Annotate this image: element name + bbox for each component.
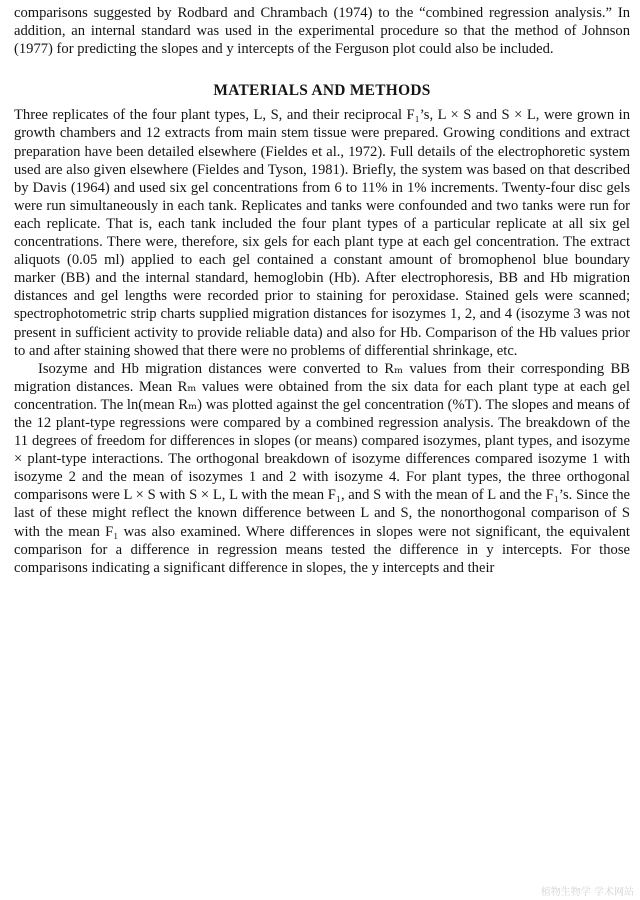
section-heading: MATERIALS AND METHODS — [213, 82, 431, 100]
methods-paragraph-2: Isozyme and Hb migration distances were converted to Rₘ values from their corresponding BB migration distances. Mean Rₘ values were obtained from the six data for each plant type at each gel concentration. The ln(mean Rₘ) was plotted against the gel concentration (%T). The slopes and means of the 12 plant-type regressions were compared by a combined regression analysis. The breakdown of the 11 degrees of freedom for differences in slopes (or means) compared isozymes, plant types, and isozyme × plant-type interactions. The orthogonal breakdown of isozyme differences compared isozyme 1 with isozyme 2 and the mean of isozymes 1 and 2 with isozyme 4. For plant types, the three orthogonal comparisons were L × S with S × L, L with the mean F₁, and S with the mean of L and the F₁’s. Since the last of these might reflect the known difference between L and S, the nonorthogonal comparison of S with the mean F₁ was also examined. Where differences in slopes were not significant, the equivalent comparison for a difference in regression means tested the difference in y intercepts. For those comparisons indicating a significant difference in slopes, the y intercepts and their — [14, 360, 630, 576]
intro-paragraph: comparisons suggested by Rodbard and Chrambach (1974) to the “combined regression analysis.” In addition, an internal standard was used in the experimental procedure so that the method of Johnson (1977) for predicting the slopes and y intercepts of the Ferguson plot could also be included. — [14, 5, 630, 58]
methods-paragraph-1: Three replicates of the four plant types, L, S, and their reciprocal F₁’s, L × S and S × L, were grown in growth chambers and 12 extracts from main stem tissue were prepared. Growing conditions and extract preparation have been detailed elsewhere (Fieldes et al., 1972). Full details of the electrophoretic system used are also given elsewhere (Fieldes and Tyson, 1981). Briefly, the system was based on that described by Davis (1964) and used six gel concentrations from 6 to 11% in 1% increments. Twenty-four disc gels were run simultaneously in each tank. Replicates and tanks were confounded and two tanks were run for each replicate. That is, each tank included the four plant types of a particular replicate at all six gel concentrations. There were, therefore, six gels for each plant type at each gel concentration. The extract aliquots (0.05 ml) applied to each gel contained a constant amount of bromophenol blue boundary marker (BB) and the internal standard, hemoglobin (Hb). After electrophoresis, BB and Hb migration distances and gel lengths were recorded prior to staining for peroxidase. Stained gels were scanned; spectrophotometric strip charts supplied migration distances for isozymes 1, 2, and 4 (isozyme 3 was not present in sufficient activity to provide reliable data) and also for Hb. Comparison of the Hb values prior to and after staining showed that there were no problems of differential shrinkage, etc. — [14, 107, 630, 359]
watermark: 植物生物学 学术网站 — [540, 887, 634, 898]
